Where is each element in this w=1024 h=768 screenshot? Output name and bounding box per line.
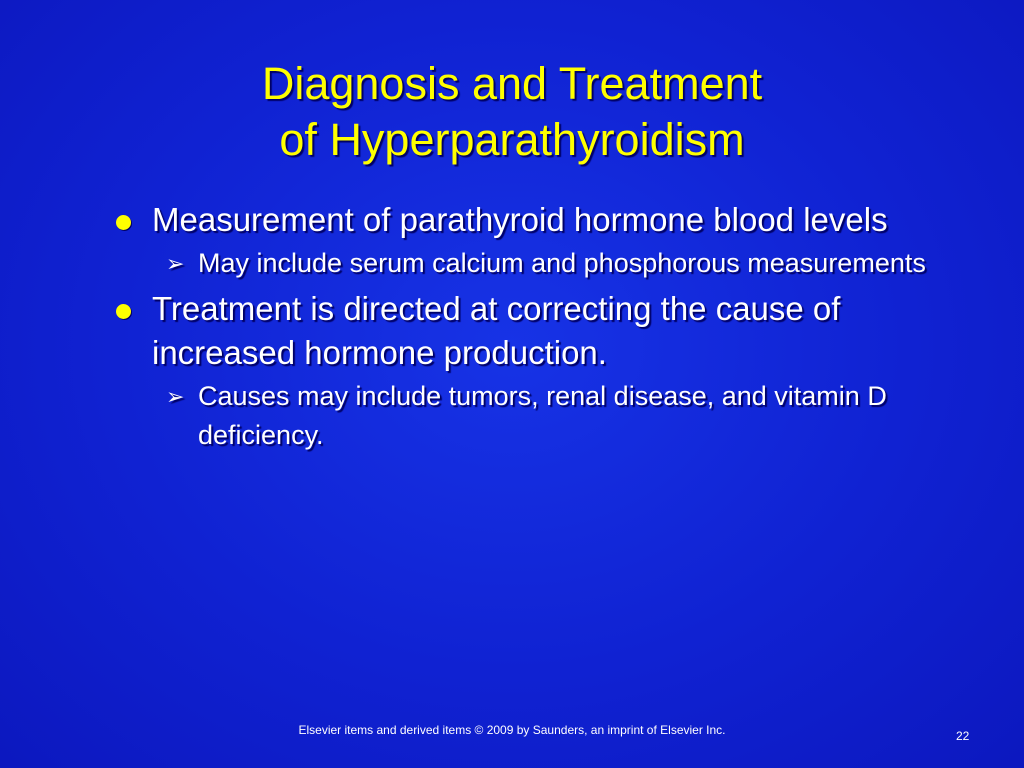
bullet-text: Measurement of parathyroid hormone blood levels — [152, 201, 888, 238]
title-line-1: Diagnosis and Treatment — [261, 58, 763, 109]
filled-circle-icon — [116, 304, 131, 319]
bullet-list — [108, 198, 928, 459]
bullet-item — [108, 287, 928, 375]
bullet-text: Treatment is directed at correcting the cause of increased hormone production. — [152, 290, 841, 371]
filled-circle-icon — [116, 215, 131, 230]
sub-bullet-item — [108, 377, 928, 455]
sub-bullet-item — [108, 244, 928, 283]
slide-title — [0, 56, 1024, 168]
arrowhead-icon: ➢ — [166, 251, 185, 276]
bullet-item — [108, 198, 928, 242]
sub-bullet-text: Causes may include tumors, renal disease, and vitamin D deficiency. — [198, 381, 887, 450]
page-number: 22 — [956, 729, 970, 743]
arrowhead-icon: ➢ — [166, 384, 185, 409]
copyright-footer: Elsevier items and derived items © 2009 by Saunders, an imprint of Elsevier Inc. — [298, 723, 726, 737]
sub-bullet-text: May include serum calcium and phosphorous measurements — [198, 248, 926, 278]
title-line-2: of Hyperparathyroidism — [279, 114, 745, 165]
